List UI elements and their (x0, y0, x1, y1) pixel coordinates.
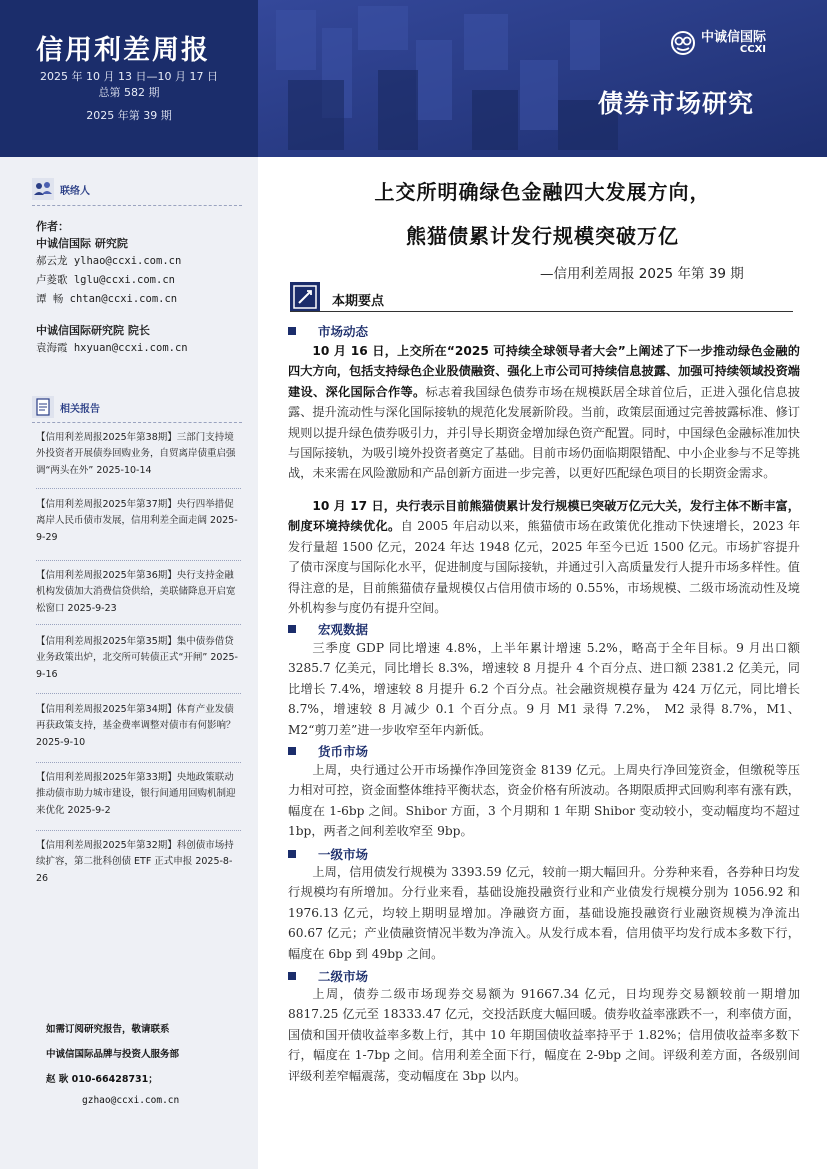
section-heading (288, 742, 368, 760)
header-banner (258, 0, 827, 157)
related-report-link[interactable]: 【信用利差周报2025年第34期】体育产业发债再获政策支持，基金费率调整对债市有何影响？ 2025-9-10 (36, 704, 236, 748)
author-contact: 卢菱歌 lglu@ccxi.com.cn (36, 274, 175, 286)
section-heading (288, 620, 368, 638)
contact-header (32, 178, 90, 200)
bullet-square-icon (288, 747, 296, 755)
author-contact: 谭 畅 chtan@ccxi.com.cn (36, 293, 178, 305)
divider (36, 624, 241, 625)
section-heading (288, 322, 368, 340)
ccxi-logo (670, 30, 766, 56)
paragraph-body: 三季度 GDP 同比增速 4.8%，上半年累计增速 5.2%，略高于全年目标。9 月出口额 3285.7 亿美元，同比增长 8.3%，增速较 8 月提升 4 个百分点、进口额 2381.2 亿美元，同比增长 7.4%，增速较 8 月提升 6.2 个百分点。社会融资规模存量为 424 万亿元，同比增长 8.7%，增速较 8 月减少 0.1 个百分点。9 月 M1 录得 7.2%， M2 录得 8.7%，M1、M2“剪刀差”进一步收窄至年内新低。 (288, 641, 800, 737)
key-points-title: 本期要点 (332, 294, 385, 309)
head-contact: 袁海霞 hxyuan@ccxi.com.cn (36, 342, 188, 354)
paragraph-body: 上周，信用债发行规模为 3393.59 亿元，较前一期大幅回升。分券种来看，各券种日均发行规模均有所增加。分行业来看，基础设施投融资行业和产业债发行规模分别为 1056.92 和 1976.13 亿元，均较上期明显增加。净融资方面，基础设施投融资行业融资规模为净流出 60.67 亿元；产业债融资情况半数为净流入。从发行成本看，信用债平均发行成本多数下行，幅度在 6bp 到 49bp 之间。 (288, 865, 800, 961)
author-contact: 郝云龙 ylhao@ccxi.com.cn (36, 255, 182, 267)
contact-email-link[interactable]: gzhao@ccxi.com.cn (82, 1095, 180, 1106)
contact-person: 赵 耿 010-66428731； (46, 1074, 158, 1085)
header-pattern (258, 0, 827, 157)
section-heading (288, 845, 368, 863)
head-title: 中诚信国际研究院 院长 (36, 324, 150, 337)
paragraph (288, 760, 800, 842)
divider (36, 830, 241, 831)
people-icon (32, 178, 54, 200)
divider (36, 693, 241, 694)
bullet-square-icon (288, 850, 296, 858)
report-icon (32, 396, 54, 418)
divider (36, 560, 241, 561)
bullet-square-icon (288, 972, 296, 980)
date-range: 2025 年 10 月 13 日—10 月 17 日 (40, 70, 218, 83)
divider (32, 422, 242, 423)
paragraph (288, 862, 800, 964)
bullet-square-icon (288, 327, 296, 335)
divider (32, 205, 242, 206)
section-heading-text: 市场动态 (318, 324, 369, 339)
bullet-square-icon (288, 625, 296, 633)
section-heading-text: 二级市场 (318, 969, 369, 984)
related-report-link[interactable]: 【信用利差周报2025年第37期】央行四举措促离岸人民币债市发展，信用利差全面走阔 2025-9-29 (36, 499, 238, 543)
paragraph-body: 标志着我国绿色债券市场在规模跃居全球首位后，正进入强化信息披露、提升流动性与深化国际接轨的规范化发展新阶段。当前，政策层面通过完善披露标准、修订规则以提升绿色债券吸引力，并引导长期资金增加绿色资产配置。同时，中国绿色金融标准加快与国际接轨，为吸引境外投资者奠定了基础。目前市场仍面临期限错配、中小企业参与不足等挑战，未来需在风险激励和产品创新方面进一步完善，以更好匹配绿色项目的长期资金需求。 (288, 384, 801, 481)
related-reports-header (32, 396, 100, 418)
section-title: 债券市场研究 (598, 89, 755, 118)
subscribe-note: 如需订阅研究报告，敬请联系 (46, 1024, 170, 1035)
paragraph (288, 984, 800, 1086)
report-title: 信用利差周报 (36, 35, 210, 66)
section-heading-text: 一级市场 (318, 847, 369, 862)
main-subtitle: —信用利差周报 2025 年第 39 期 (540, 266, 744, 282)
paragraph-body: 上周，债券二级市场现券交易额为 91667.34 亿元，日均现券交易额较前一期增加 8817.25 亿元至 18333.47 亿元，交投活跃度大幅回暖。债券收益率涨跌不一，利率债方面，国债和国开债收益率多数上行，其中 10 年期国债收益率持平于 1.82%；信用债收益率多数下行，幅度在 1-7bp 之间。信用利差全面下行，幅度在 2-9bp 之间。评级利差方面，各级别间评级利差窄幅震荡，变动幅度在 3bp 以内。 (288, 987, 800, 1083)
header-left-panel (0, 0, 258, 157)
related-report-link[interactable]: 【信用利差周报2025年第35期】集中债券借贷业务政策出炉，北交所可转债正式“开闸” 2025-9-16 (36, 636, 238, 680)
related-report-link[interactable]: 【信用利差周报2025年第38期】三部门支持境外投资者开展债券回购业务，自贸离岸债重启强调“两头在外” 2025-10-14 (36, 432, 236, 476)
related-report-link[interactable]: 【信用利差周报2025年第32期】科创债市场持续扩容，第二批科创债 ETF 正式申报 2025-8-26 (36, 840, 234, 884)
logo-en-text: CCXI (739, 43, 767, 55)
related-report-link[interactable]: 【信用利差周报2025年第36期】央行支持金融机构发债加大消费信贷供给，美联储降息开启宽松窗口 2025-9-23 (36, 570, 236, 614)
key-points-icon (290, 282, 320, 312)
paragraph (288, 496, 800, 618)
paragraph (288, 638, 800, 740)
contact-label: 联络人 (60, 185, 90, 197)
paragraph-lead: 10 月 16 日，上交所在“2025 可持续全球领导者大会”上阐述了下一步推动绿色金融的四大方向，包括支持绿色企业股债融资、强化上市公司可持续信息披露、加强可持续领域投资端建设、深化国际合作等。 (288, 344, 800, 399)
paragraph (288, 341, 800, 484)
service-dept: 中诚信国际品牌与投资人服务部 (46, 1049, 180, 1060)
paragraph-body: 上周，央行通过公开市场操作净回笼资金 8139 亿元。上周央行净回笼资金，但缴税等压力相对可控，资金面整体维持平衡状态，资金价格有所波动。各期限质押式回购利率有涨有跌，幅度在 1-6bp 之间。Shibor 方面，3 个月期和 1 年期 Shibor 变动较小，变动幅度均不超过 1bp，两者之间利差收窄至 9bp。 (288, 763, 800, 839)
author-label: 作者： (36, 220, 69, 233)
author-org: 中诚信国际 研究院 (36, 237, 128, 250)
divider (36, 488, 241, 489)
ccxi-logo-icon (670, 30, 696, 56)
paragraph-lead: 10 月 17 日，央行表示目前熊猫债累计发行规模已突破万亿元大关，发行主体不断丰富，制度环境持续优化。 (288, 499, 800, 534)
related-label: 相关报告 (60, 403, 100, 415)
paragraph-body: 自 2005 年启动以来，熊猫债市场在政策优化推动下快速增长，2023 年发行量超 1500 亿元，2024 年达 1948 亿元，2025 年至今已近 1500 亿元。市场扩容提升了债市深度与国际化水平，促进制度与国际接轨，并通过引入高质量发行人提升市场多样性。值得注意的是，目前熊猫债存量规模仅占信用债市场的 0.55%，市场规模、二级市场流动性及境外机构参与度仍有提升空间。 (288, 519, 801, 616)
section-heading (288, 967, 368, 985)
divider (36, 762, 241, 763)
logo-cn-text: 中诚信国际 (701, 29, 767, 45)
year-issue: 2025 年第 39 期 (86, 109, 172, 122)
related-report-link[interactable]: 【信用利差周报2025年第33期】央地政策联动推动债市助力城市建设，银行间通用回购机制迎来优化 2025-9-2 (36, 772, 236, 816)
section-heading-text: 宏观数据 (318, 622, 369, 637)
section-heading-text: 货币市场 (318, 744, 369, 759)
main-title-line1: 上交所明确绿色金融四大发展方向， (374, 180, 711, 204)
main-title-line2: 熊猫债累计发行规模突破万亿 (406, 224, 679, 248)
total-issue: 总第 582 期 (98, 86, 160, 99)
key-points-rule (290, 311, 793, 312)
